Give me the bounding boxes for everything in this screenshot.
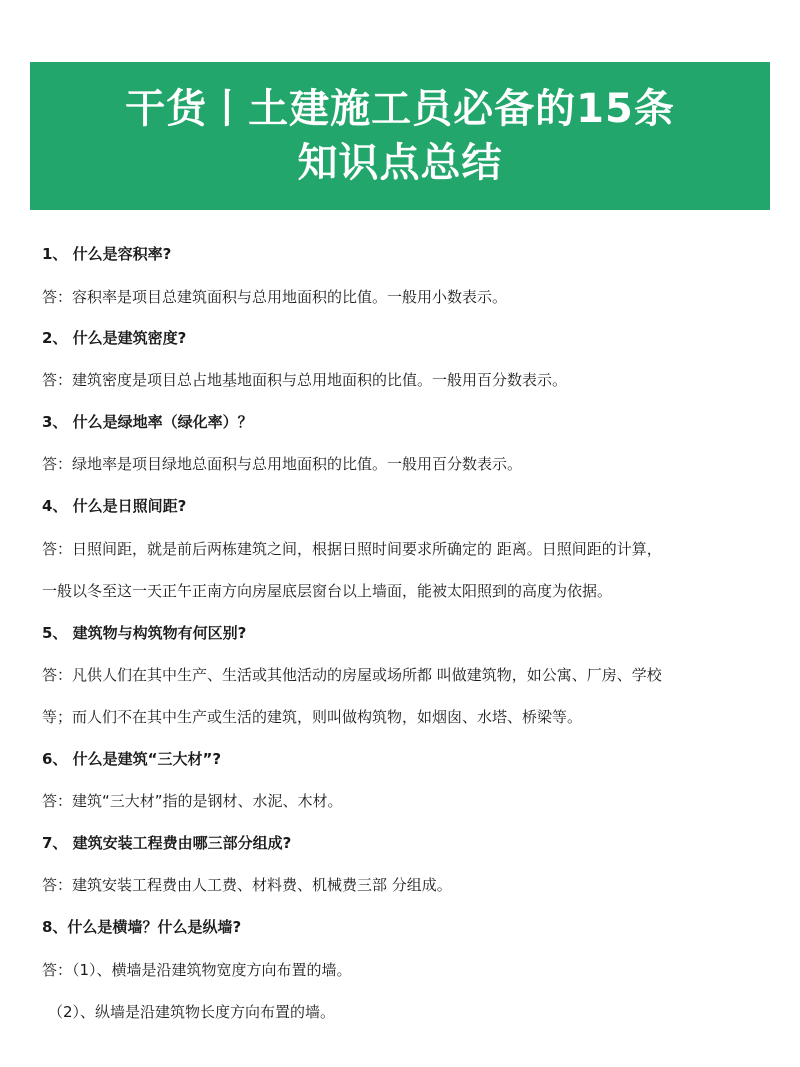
title-line-1: 干货丨土建施工员必备的15条 [125, 86, 675, 132]
question-3: 3、 什么是绿地率（绿化率）？ [42, 413, 253, 431]
answer-4-line-1: 答：日照间距，就是前后两栋建筑之间，根据日照时间要求所确定的 距离。日照间距的计算， [42, 540, 662, 558]
question-6: 6、 什么是建筑“三大材”? [42, 750, 222, 768]
answer-2: 答：建筑密度是项目总占地基地面积与总用地面积的比值。一般用百分数表示。 [42, 371, 568, 389]
answer-6: 答：建筑“三大材”指的是钢材、水泥、木材。 [42, 792, 343, 810]
question-4: 4、 什么是日照间距? [42, 497, 187, 515]
answer-8-line-2: （2）、纵墙是沿建筑物长度方向布置的墙。 [48, 1003, 336, 1021]
question-7: 7、 建筑安装工程费由哪三部分组成? [42, 834, 292, 852]
answer-5-line-2: 等；而人们不在其中生产或生活的建筑，则叫做构筑物，如烟囱、水塔、桥梁等。 [42, 708, 583, 726]
answer-7: 答：建筑安装工程费由人工费、材料费、机械费三部 分组成。 [42, 876, 452, 894]
answer-5-line-1: 答：凡供人们在其中生产、生活或其他活动的房屋或场所都 叫做建筑物，如公寓、厂房、学校 [42, 666, 662, 684]
title-banner [30, 62, 770, 210]
title-line-2: 知识点总结 [297, 140, 503, 186]
answer-3: 答：绿地率是项目绿地总面积与总用地面积的比值。一般用百分数表示。 [42, 455, 523, 473]
answer-1: 答：容积率是项目总建筑面积与总用地面积的比值。一般用小数表示。 [42, 288, 508, 306]
answer-8-line-1: 答：（1）、横墙是沿建筑物宽度方向布置的墙。 [42, 961, 352, 979]
question-5: 5、 建筑物与构筑物有何区别? [42, 624, 247, 642]
question-8: 8、什么是横墙？什么是纵墙? [42, 918, 242, 936]
question-2: 2、 什么是建筑密度? [42, 329, 187, 347]
answer-4-line-2: 一般以冬至这一天正午正南方向房屋底层窗台以上墙面，能被太阳照到的高度为依据。 [42, 582, 613, 600]
question-1: 1、 什么是容积率? [42, 245, 172, 263]
